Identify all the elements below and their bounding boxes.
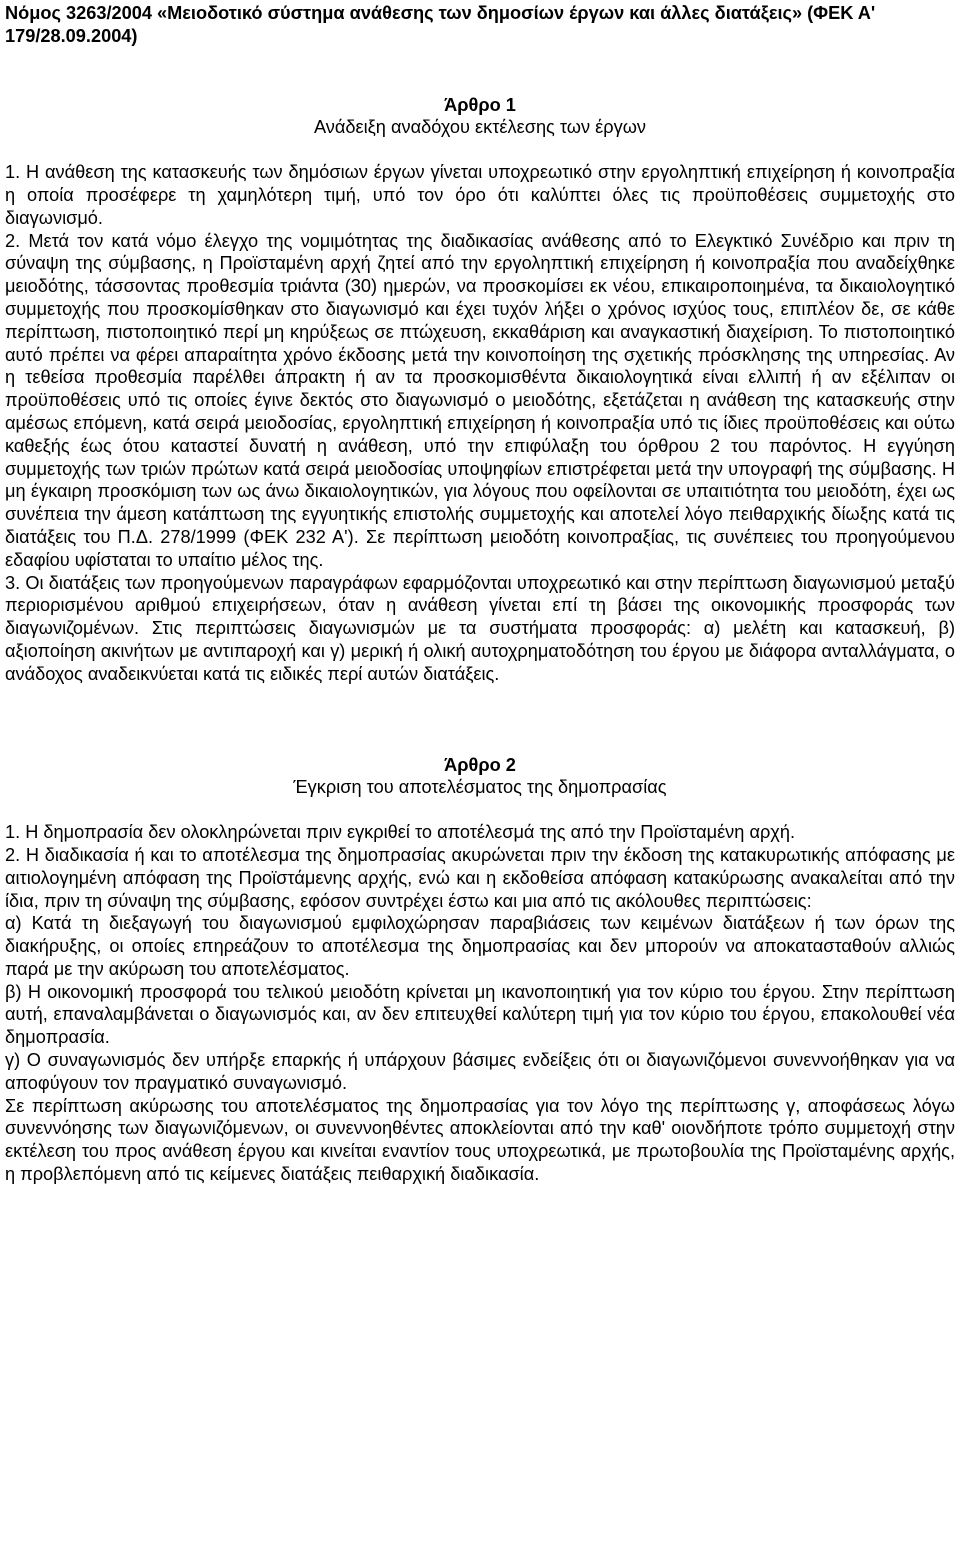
document-title: Νόμος 3263/2004 «Μειοδοτικό σύστημα ανάθεσης των δημοσίων έργων και άλλες διατάξεις» (ΦΕΚ Α' 179/28.09.2004) xyxy=(5,3,876,46)
article-1-paragraph-2: 2. Μετά τον κατά νόμο έλεγχο της νομιμότητας της διαδικασίας ανάθεσης από το Ελεγκτικό Συνέδριο και πριν τη σύναψη της σύμβασης, η Προϊσταμένη αρχή ζητεί από την εργοληπτική επιχείρηση ή κοινοπραξία που αναδείχθηκε μειοδότης, τάσσοντας προθεσμία τριάντα (30) ημερών, να προσκομίσει εκ νέου, επικαιροποιημένα, τα δικαιολογητικό συμμετοχής που προσκομίσθηκαν στο διαγωνισμό και έχει τυχόν λήξει ο χρόνος ισχύος τους, επιπλέον δε, σε κάθε περίπτωση, πιστοποιητικό περί μη κηρύξεως σε πτώχευση, εκκαθάριση και αναγκαστική διαχείριση. Το πιστοποιητικό αυτό πρέπει να φέρει απαραίτητα χρόνο έκδοσης μετά την κοινοποίηση της σχετικής πρόσκλησης της υπηρεσίας. Αν η τεθείσα προθεσμία παρέλθει άπρακτη ή αν τα προσκομισθέντα δικαιολογητικά είναι ελλιπή ή αν εξέλιπαν οι προϋποθέσεις υπό τις οποίες έγινε δεκτός στο διαγωνισμό ο μειοδότης, εξετάζεται η ανάθεση της κατασκευής στην αμέσως επόμενη, κατά σειρά μειοδοσίας, εργοληπτική επιχείρηση ή κοινοπραξία υπό τις ίδιες προϋποθέσεις και ούτω καθεξής έως ότου καταστεί δυνατή η ανάθεση, υπό την επιφύλαξη του όρθρου 2 του παρόντος. Η εγγύηση συμμετοχής των τριών πρώτων κατά σειρά μειοδοσίας υποψηφίων επιστρέφεται μετά την υπογραφή της σύμβασης. Η μη έγκαιρη προσκόμιση των ως άνω δικαιολογητικών, για λόγους που οφείλονται σε υπαιτιότητα του μειοδότη, έχει ως συνέπεια την άμεση κατάπτωση της εγγυητικής επιστολής συμμετοχής και αποτελεί λόγο πειθαρχικής δίωξης κατά τις διατάξεις του Π.Δ. 278/1999 (ΦΕΚ 232 Α'). Σε περίπτωση μειοδότη κοινοπραξίας, τις συνέπειες του προηγούμενου εδαφίου υφίσταται το υπαίτιο μέλος της. xyxy=(5,230,955,570)
article-2-closing-paragraph: Σε περίπτωση ακύρωσης του αποτελέσματος της δημοπρασίας για τον λόγο της περίπτωσης γ, αποφάσεως λόγω συνεννόησης των διαγωνιζόμενων, οι συνεννοηθέντες αποκλείονται από την καθ' οιονδήποτε τρόπο συμμετοχή στην εκτέλεση του προς ανάθεση έργου και κινείται εναντίον τους υποχρεωτικά, με πρωτοβουλία της Προϊσταμένης αρχής, η προβλεπόμενη από τις κείμενες διατάξεις πειθαρχική διαδικασία. xyxy=(5,1095,955,1185)
article-1-heading: Άρθρο 1 xyxy=(444,94,516,115)
spacer xyxy=(5,139,955,161)
article-2 xyxy=(5,754,955,1186)
article-2-heading: Άρθρο 2 xyxy=(444,754,516,775)
article-1 xyxy=(5,94,955,686)
article-2-item-b: β) Η οικονομική προσφορά του τελικού μειοδότη κρίνεται μη ικανοποιητική για τον κύριο του έργου. Στην περίπτωση αυτή, επαναλαμβάνεται ο διαγωνισμός και, αν δεν επιτευχθεί καλύτερη τιμή για τον κύριο του έργου, επακολουθεί νέα δημοπρασία. xyxy=(5,981,955,1048)
spacer xyxy=(5,799,955,821)
article-1-subtitle: Ανάδειξη αναδόχου εκτέλεσης των έργων xyxy=(313,117,646,138)
article-2-paragraph-1: 1. Η δημοπρασία δεν ολοκληρώνεται πριν εγκριθεί το αποτέλεσμά της από την Προϊσταμένη αρχή. xyxy=(5,822,796,843)
spacer xyxy=(5,48,955,94)
article-2-paragraph-2: 2. Η διαδικασία ή και το αποτέλεσμα της δημοπρασίας ακυρώνεται πριν την έκδοση της κατακυρωτικής απόφασης με αιτιολογημένη απόφαση της Προϊστάμενης αρχής, ενώ και η εκδοθείσα απόφαση κατακύρωσης ανακαλείται από την ίδια, πριν τη σύναψη της σύμβασης, εφόσον συντρέχει έστω και μια από τις ακόλουθες περιπτώσεις: xyxy=(5,844,955,911)
spacer xyxy=(5,686,955,754)
article-2-item-c: γ) Ο συναγωνισμός δεν υπήρξε επαρκής ή υπάρχουν βάσιμες ενδείξεις ότι οι διαγωνιζόμενοι συνεννοήθηκαν για να αποφύγουν τον πραγματικό συναγωνισμό. xyxy=(5,1050,955,1093)
article-2-item-a: α) Κατά τη διεξαγωγή του διαγωνισμού εμφιλοχώρησαν παραβιάσεις των κειμένων διατάξεων ή των όρων της διακήρυξης, οι οποίες επηρεάζουν το αποτέλεσμα της δημοπρασίας και δεν μπορούν να αποκατασταθούν αλλιώς παρά με την ακύρωση του αποτελέσματος. xyxy=(5,913,955,979)
article-1-paragraph-3: 3. Οι διατάξεις των προηγούμενων παραγράφων εφαρμόζονται υποχρεωτικό και στην περίπτωση διαγωνισμού μεταξύ περιορισμένου αριθμού επιχειρήσεων, όταν η ανάθεση γίνεται επί τη βάσει της οικονομικής προσφοράς των διαγωνιζομένων. Στις περιπτώσεις διαγωνισμών με τα συστήματα προσφοράς: α) μελέτη και κατασκευή, β) αξιοποίηση ακινήτων με αντιπαροχή και γ) μερική ή ολική αυτοχρηματοδότηση του έργου με διάφορα ανταλλάγματα, ο ανάδοχος αναδεικνύεται κατά τις ειδικές περί αυτών διατάξεις. xyxy=(5,572,955,684)
article-2-subtitle: Έγκριση του αποτελέσματος της δημοπρασίας xyxy=(293,777,667,798)
article-1-paragraph-1: 1. Η ανάθεση της κατασκευής των δημόσιων έργων γίνεται υποχρεωτικό στην εργοληπτική επιχείρηση ή κοινοπραξία η οποία προσέφερε τη χαμηλότερη τιμή, υπό τον όρο ότι καλύπτει όλες τις προϋποθέσεις συμμετοχής στο διαγωνισμό. xyxy=(5,162,955,228)
